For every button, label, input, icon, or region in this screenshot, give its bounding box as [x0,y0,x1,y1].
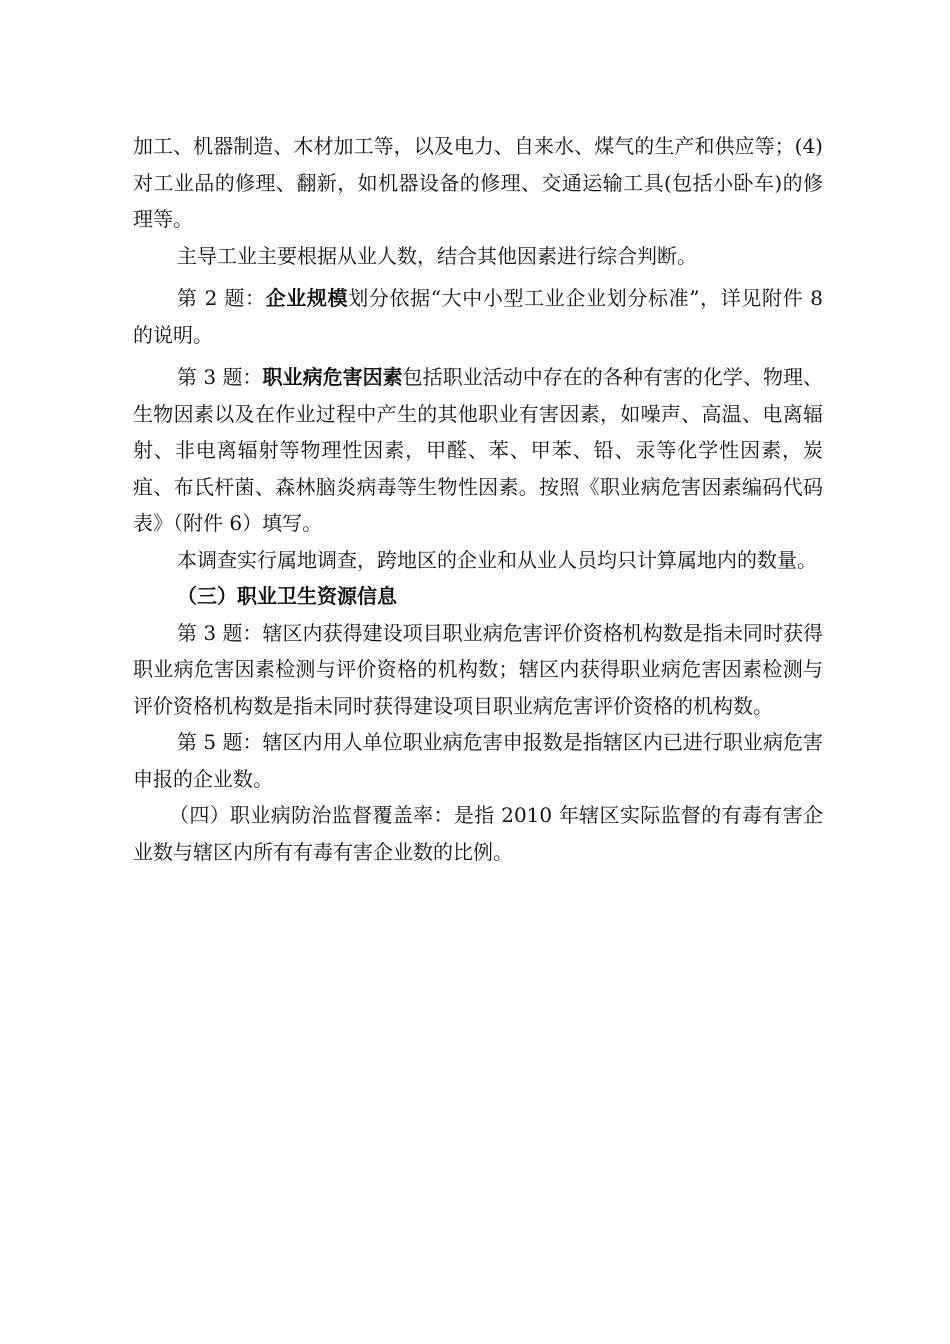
paragraph-question-2 [133,280,823,353]
paragraph-main-industry: 主导工业主要根据从业人数，结合其他因素进行综合判断。 [177,243,697,268]
paragraph-question-3 [133,359,823,542]
question-2-text: 划分依据“大中小型工业企业划分标准”，详见附件 8 的说明。 [133,286,824,347]
question-3-text: 包括职业活动中存在的各种有害的化学、物理、生物因素以及在作业过程中产生的其他职业有害因素，如噪声、高温、电离辐射、非电离辐射等物理性因素，甲醛、苯、甲苯、铅、汞等化学性因素，炭疽、布氏杆菌、森林脑炎病毒等生物性因素。按照《职业病危害因素编码代码表》（附件 6）填写。 [133,365,823,535]
paragraph-industry-scope: 加工、机器制造、木材加工等，以及电力、自来水、煤气的生产和供应等；(4)对工业品的修理、翻新，如机器设备的修理、交通运输工具(包括小卧车)的修理等。 [133,134,823,231]
term-enterprise-scale: 企业规模 [265,286,349,310]
section-heading-resources: （三）职业卫生资源信息 [177,584,397,608]
paragraph-survey-scope: 本调查实行属地调查，跨地区的企业和从业人员均只计算属地内的数量。 [177,547,817,572]
question-2-prefix: 第 2 题： [177,286,266,310]
question-3-prefix: 第 3 题： [177,365,263,389]
paragraph-resource-question-3: 第 3 题：辖区内获得建设项目职业病危害评价资格机构数是指未同时获得职业病危害因素检测与评价资格的机构数；辖区内获得职业病危害因素检测与评价资格机构数是指未同时获得建设项目职业病危害评价资格的机构数。 [133,620,823,718]
paragraph-resource-question-5: 第 5 题：辖区内用人单位职业病危害申报数是指辖区内已进行职业病危害申报的企业数。 [133,730,823,791]
document-page [133,128,823,870]
paragraph-supervision-coverage: （四）职业病防治监督覆盖率：是指 2010 年辖区实际监督的有毒有害企业数与辖区内所有有毒有害企业数的比例。 [133,803,823,864]
term-hazard-factors: 职业病危害因素 [262,365,403,389]
